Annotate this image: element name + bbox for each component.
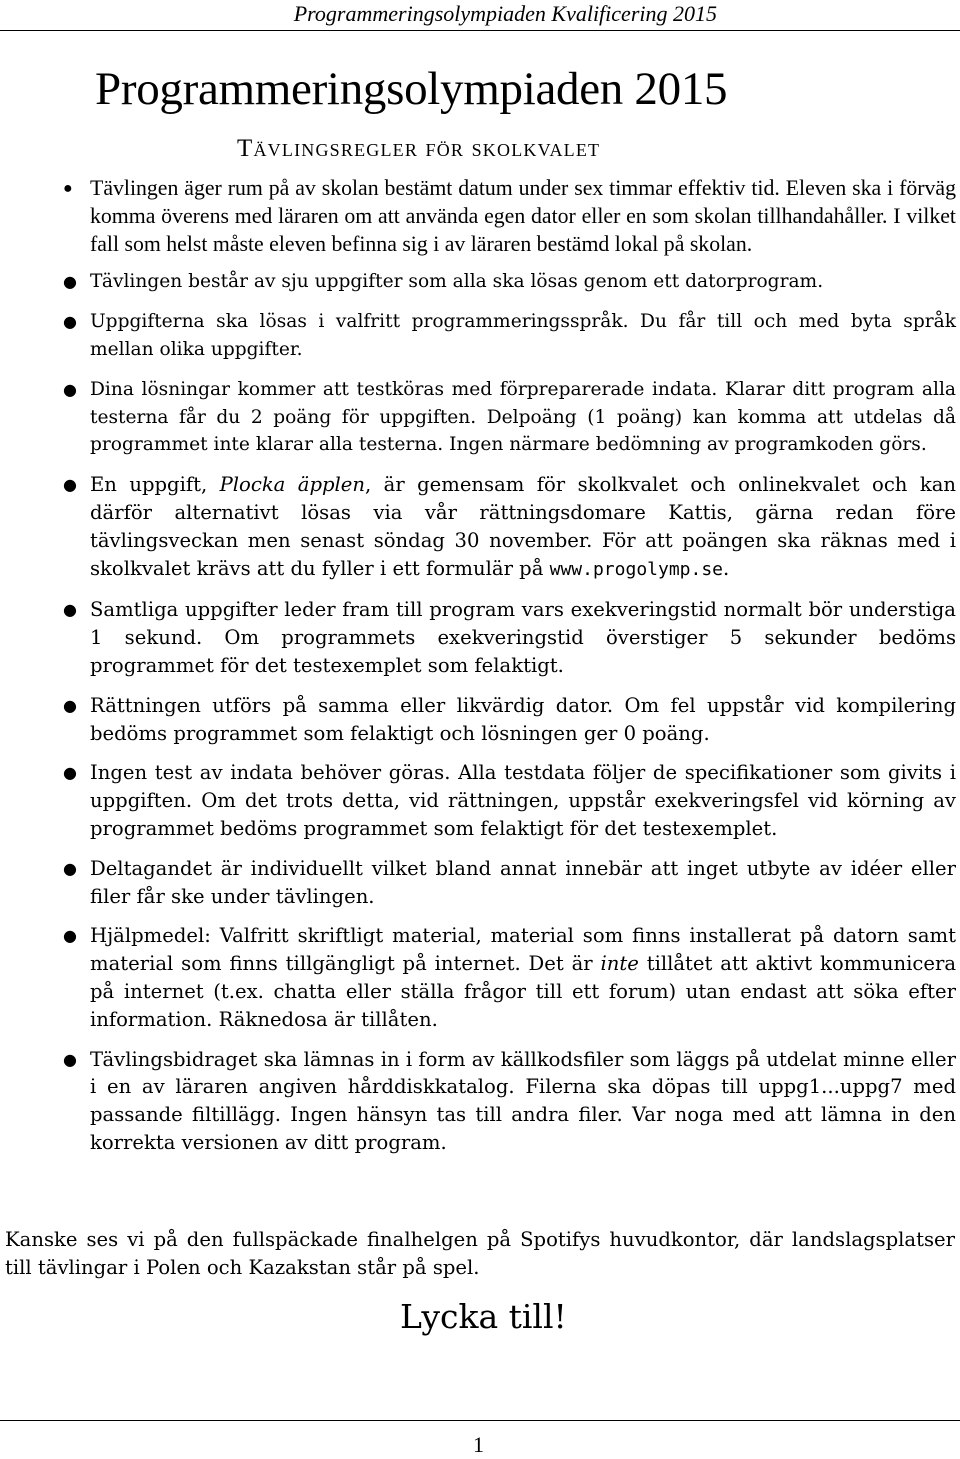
- bullet-icon: ●: [63, 763, 77, 783]
- bullet-icon: ●: [63, 600, 77, 620]
- page-number: 1: [473, 1432, 484, 1457]
- rule-text: Samtliga uppgifter leder fram till program vars exekveringstid normalt bör understiga 1 sekund. Om programmets exekveringstid överstiger 5 sekunder bedöms programmet för det testexemplet som felaktigt.: [90, 598, 956, 677]
- page-subtitle: Tävlingsregler för skolkvalet: [237, 135, 601, 162]
- rule-item-9: [63, 855, 956, 911]
- rule-item-7: [63, 692, 956, 748]
- rule-text: Dina lösningar kommer att testköras med förpreparerade indata. Klarar ditt program alla testerna får du 2 poäng för uppgiften. Delpoäng (1 poäng) kan komma att utdelas då programmet inte klarar alla testerna. Ingen närmare bedömning av programkoden görs.: [90, 378, 956, 456]
- rule-item-3: [63, 308, 956, 364]
- rule-text: Rättningen utförs på samma eller likvärdig dator. Om fel uppstår vid kompilering bedöms programmet som felaktigt och lösningen ger 0 poäng.: [90, 693, 956, 745]
- rule-item-8: [63, 759, 956, 842]
- rule-text: Deltagandet är individuellt vilket bland annat innebär att inget utbyte av idéer eller filer får ske under tävlingen.: [90, 856, 956, 908]
- rule-text: En uppgift,: [90, 473, 220, 497]
- page-title: Programmeringsolympiaden 2015: [95, 63, 728, 115]
- bullet-icon: ●: [63, 475, 77, 495]
- rule-text: Tävlingen äger rum på av skolan bestämt datum under sex timmar effektiv tid. Eleven ska i förväg komma överens med läraren om att använda egen dator eller en som skolan tillhandahåller. I vilket fall som helst måste eleven befinna sig i av läraren bestämd lokal på skolan.: [90, 176, 956, 256]
- rule-text: Tävlingsbidraget ska lämnas in i form av källkodsfiler som läggs på utdelat minne eller i en av läraren angiven hårddiskkatalog. Filerna ska döpas till uppg1...uppg7 med passande filtillägg. Ingen hänsyn tas till andra filer. Var noga med att lämna in den korrekta versionen av ditt program.: [90, 1047, 956, 1154]
- rule-item-5: [63, 471, 956, 583]
- rule-text: Tävlingen består av sju uppgifter som alla ska lösas genom ett datorprogram.: [90, 271, 824, 293]
- rule-text: Hjälpmedel: Valfritt skriftligt material, material som finns installerat på datorn samt material som finns tillgängligt på internet. Det är: [90, 924, 956, 976]
- bullet-icon: ●: [63, 180, 73, 197]
- rules-list: [63, 175, 956, 1157]
- bullet-icon: ●: [63, 272, 77, 292]
- bullet-icon: ●: [63, 858, 77, 878]
- rule-item-2: [63, 268, 956, 296]
- bullet-icon: ●: [63, 312, 77, 332]
- rule-text: Uppgifterna ska lösas i valfritt programmeringsspråk. Du får till och med byta språk mellan olika uppgifter.: [90, 311, 956, 360]
- rule-item-10: [63, 922, 956, 1033]
- rule-text: tillåtet att aktivt kommunicera på internet (t.ex. chatta eller ställa frågor till ett forum) utan endast att söka efter information. Räknedosa är tillåten.: [90, 952, 956, 1031]
- bullet-icon: ●: [63, 695, 77, 715]
- bullet-icon: ●: [63, 379, 77, 399]
- rule-text: .: [723, 556, 730, 580]
- rule-item-11: [63, 1046, 956, 1157]
- rule-item-6: [63, 596, 956, 679]
- bullet-icon: ●: [63, 1049, 77, 1069]
- rule-text: , är gemensam för skolkvalet och onlinekvalet och kan därför alternativt lösas via vår rättningsdomare Kattis, gärna redan före tävlingsveckan men senast söndag 30 november. För att poängen ska räknas med i skolkvalet krävs att du fyller i ett formulär på: [90, 473, 956, 580]
- url-link[interactable]: www.progolymp.se: [549, 558, 724, 580]
- good-luck: Lycka till!: [400, 1297, 567, 1336]
- rule-item-1: [63, 175, 956, 258]
- header-rule: [0, 30, 960, 31]
- footer-rule: [0, 1420, 960, 1421]
- running-header: Programmeringsolympiaden Kvalificering 2015: [293, 1, 717, 26]
- task-name: Plocka äpplen: [219, 473, 366, 497]
- bullet-icon: ●: [63, 926, 77, 946]
- closing-paragraph: Kanske ses vi på den fullspäckade finalhelgen på Spotifys huvudkontor, där landslagsplatser till tävlingar i Polen och Kazakstan står på spel.: [5, 1228, 955, 1279]
- rule-item-4: [63, 376, 956, 459]
- emphasis-word: inte: [600, 952, 639, 976]
- rule-text: Ingen test av indata behöver göras. Alla testdata följer de specifikationer som givits i uppgiften. Om det trots detta, vid rättningen, uppstår exekveringsfel vid körning av programmet bedöms programmet som felaktigt för det testexemplet.: [90, 761, 956, 840]
